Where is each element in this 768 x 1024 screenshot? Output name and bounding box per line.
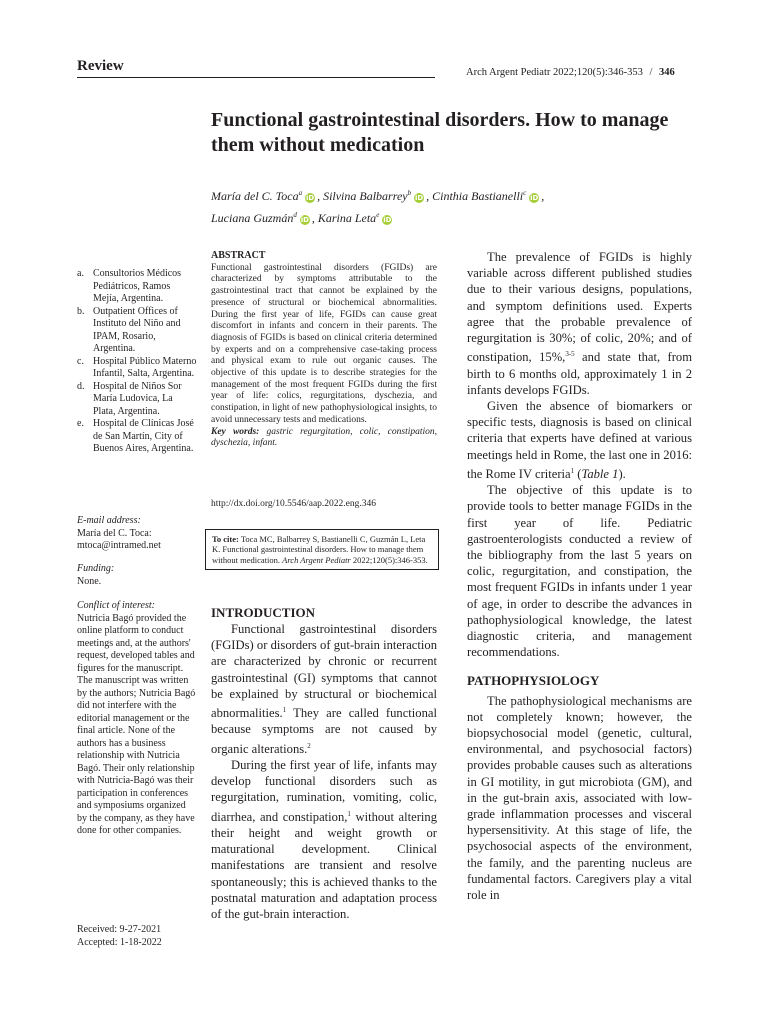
affiliations-list — [77, 268, 197, 456]
affiliation-text: Hospital Público Materno Infantil, Salta, Argentina. — [93, 355, 197, 379]
introduction-heading: INTRODUCTION — [211, 605, 316, 620]
journal-ref: Arch Argent Pediatr 2022;120(5):346-353 — [466, 67, 643, 78]
funding-block — [77, 563, 197, 588]
header-separator: / — [649, 67, 653, 78]
email-author: María del C. Toca: — [77, 527, 152, 539]
abstract-heading: ABSTRACT — [211, 250, 266, 261]
affiliation-letter: c. — [77, 355, 84, 367]
cite-text: Toca MC, Balbarrey S, Bastianelli C, Guzmán L, Leta K. Functional gastrointestinal disorders. How to manage them without medication. — [212, 534, 426, 565]
funding-label: Funding: — [77, 563, 115, 574]
dates-block — [77, 924, 197, 949]
paragraph-text: Given the absence of biomarkers or specific tests, diagnosis is based on clinical criteria that experts have defined at various meetings held in Rome, the last one in 2016: the Rome IV criteria — [467, 399, 692, 482]
author-affil-sup: d — [293, 211, 297, 219]
author-affil-sup: e — [376, 211, 380, 219]
paragraph-text: The prevalence of FGIDs is highly variable across different published studies due to their various designs, populations, and symptom definitions used. Experts agree that the probable prevalence of regurgitation is 30%; of colic, 20%; and of constipation, 15%, — [467, 250, 692, 365]
reference-sup: 1 — [570, 466, 575, 475]
accepted-date: Accepted: 1-18-2022 — [77, 936, 162, 948]
paragraph — [211, 757, 437, 922]
paragraph-text: They are called functional because symptoms are not caused by organic alterations. — [211, 706, 437, 756]
keywords-label: Key words: — [211, 426, 260, 437]
reference-sup: 3-5 — [565, 350, 575, 359]
abstract-text: Functional gastrointestinal disorders (FGIDs) are characterized by symptoms attributable to the gastrointestinal tract that cannot be explained by the presence of structural or biochemical abnormalities. During the first year of life, FGIDs can cause great discomfort in infants and concern in their parents. The diagnosis of FGIDs is based on clinical criteria determined by experts and on a comprehensive case-taking process and physical exam to rule out organic causes. The objective of this update is to describe strategies for the management of the most frequent FGIDs during the first year of life: colics, regurgitations, dyschezia, and constipation, in light of new pathophysiological insights, to avoid unnecessary tests and medications. — [211, 262, 437, 425]
author-affil-sup: a — [298, 189, 303, 197]
paragraph-text: and state that, from birth to 6 months old, approximately 1 in 2 infants develops FGIDs. — [467, 350, 692, 397]
affiliation-letter: a. — [77, 268, 84, 279]
affiliation-item — [77, 381, 197, 419]
header-rule — [77, 77, 435, 78]
paragraph-text: without altering their height and weight growth or maturational development. Clinical manifestations are transient and resolve spontaneously; this is achieved thanks to the postnatal maturation and adaptation process of the gut-brain interaction. — [211, 809, 437, 922]
orcid-icon[interactable]: iD — [383, 216, 392, 224]
funding-value: None. — [77, 575, 102, 587]
paragraph-text: During the first year of life, infants may develop functional disorders such as regurgitation, rumination, vomiting, colic, diarrhea, and constipation, — [211, 758, 437, 824]
conflict-text: Nutricia Bagó provided the online platform to conduct meetings and, at the authors' request, developed tables and figures for the manuscript. The manuscript was written by the authors; Nutricia Bagó did not interfere with the editorial management or the final article. None of the authors has a business relationship with Nutricia Bagó. Their only relationship with Nutricia-Bagó was their participation in conferences and symposiums organized by the company, as they have done for other companies. — [77, 612, 196, 836]
conflict-label: Conflict of interest: — [77, 600, 155, 611]
affiliation-letter: d. — [77, 380, 85, 392]
affiliation-item — [77, 306, 197, 356]
cite-journal: Arch Argent Pediatr — [282, 554, 351, 565]
author-name: Cinthia Bastianelli — [432, 189, 524, 203]
author-affil-sup: b — [407, 189, 412, 197]
affiliation-item — [77, 356, 197, 381]
paragraph: The pathophysiological mechanisms are not completely known; however, the biopsychosocial model (genetic, cultural, environmental, and psychosocial factors) provides probable causes such as alterations in GI motility, in gut microbiota (GM), and in the gut-brain axis, associated with low-grade inflammation processes and visceral hypersensitivity. At this stage of life, the psychosocial aspects of the environment, the family, and the parenting nucleus are fundamental factors. Caregivers play a vital role in — [467, 693, 692, 903]
email-label: E-mail address: — [77, 515, 141, 526]
reference-sup: 2 — [307, 741, 311, 750]
received-date: Received: 9-27-2021 — [77, 924, 162, 935]
page-number: 346 — [659, 67, 675, 78]
affiliation-item — [77, 268, 197, 306]
paragraph: Given the absence of biomarkers or specific tests, diagnosis is based on clinical criteria that experts have defined at various meetings held in Rome, the last one in 2016: the Rome IV criteria$^1$ (Table 1). — [467, 399, 692, 482]
table-reference[interactable]: Table 1 — [581, 467, 619, 482]
paragraph — [467, 249, 692, 398]
orcid-icon[interactable]: iD — [415, 194, 424, 202]
section-label: Review — [77, 58, 124, 74]
right-column-body — [467, 249, 692, 903]
keywords-text: gastric regurgitation, colic, constipation, dyschezia, infant. — [211, 426, 438, 449]
author-name: Silvina Balbarrey — [323, 189, 408, 203]
reference-sup: 1 — [347, 809, 351, 818]
author-name: Karina Leta — [317, 211, 377, 225]
journal-citation — [466, 67, 675, 78]
doi-link[interactable]: http://dx.doi.org/10.5546/aap.2022.eng.346 — [211, 499, 377, 509]
conflict-block — [77, 600, 197, 838]
orcid-icon[interactable]: iD — [305, 194, 315, 202]
affiliation-letter: b. — [77, 305, 85, 317]
affiliation-item — [77, 418, 197, 456]
affiliation-text: Hospital de Clínicas José de San Martín, City of Buenos Aires, Argentina. — [93, 418, 194, 454]
citation-box — [205, 529, 439, 570]
pathophysiology-heading: PATHOPHYSIOLOGY — [467, 673, 600, 689]
email-block — [77, 515, 197, 553]
affiliation-letter: e. — [77, 418, 84, 429]
orcid-icon[interactable]: iD — [300, 216, 309, 224]
abstract-block — [211, 250, 437, 450]
author-name: María del C. Toca — [211, 189, 299, 203]
paragraph-text: Functional gastrointestinal disorders (FGIDs) or disorders of gut-brain interaction are characterized by chronic or recurrent gastrointestinal (GI) symptoms that cannot be explained by structural or biochemical abnormalities. — [211, 622, 437, 721]
orcid-icon[interactable]: iD — [530, 194, 539, 202]
author-list: María del C. Toca$^a$iD , Silvina Balbarrey$^b$iD , Cinthia Bastianelli$^c$iD , Luciana Guzmán$^d$iD , Karina Leta$^e$iD — [211, 189, 545, 225]
introduction-body — [211, 621, 437, 922]
cite-label: To cite: — [212, 534, 239, 544]
cite-ref: 2022;120(5):346-353. — [352, 554, 428, 565]
affiliation-text: Consultorios Médicos Pediátricos, Ramos Mejía, Argentina. — [93, 268, 182, 304]
author-name: Luciana Guzmán — [211, 211, 294, 225]
paragraph: The objective of this update is to provide tools to better manage FGIDs in the first year of life. Pediatric gastroenterologists conducted a review of the bibliography from the last 5 years on colic, regurgitation, and constipation, the most frequent FGIDs in infants under 1 year of age, in order to describe the advances in pathophysiological knowledge, the latest diagnostic criteria, and management recommendations. — [467, 483, 692, 660]
author-affil-sup: c — [523, 189, 527, 197]
affiliation-text: Outpatient Offices of Instituto del Niño and IPAM, Rosario, Argentina. — [93, 305, 181, 354]
email-link[interactable]: mtoca@intramed.net — [77, 540, 161, 551]
paragraph — [211, 621, 437, 757]
reference-sup: 1 — [282, 706, 287, 715]
keywords — [211, 427, 437, 450]
article-title: Functional gastrointestinal disorders. How to manage them without medication — [211, 109, 669, 156]
affiliation-text: Hospital de Niños Sor María Ludovica, La Plata, Argentina. — [93, 380, 182, 417]
